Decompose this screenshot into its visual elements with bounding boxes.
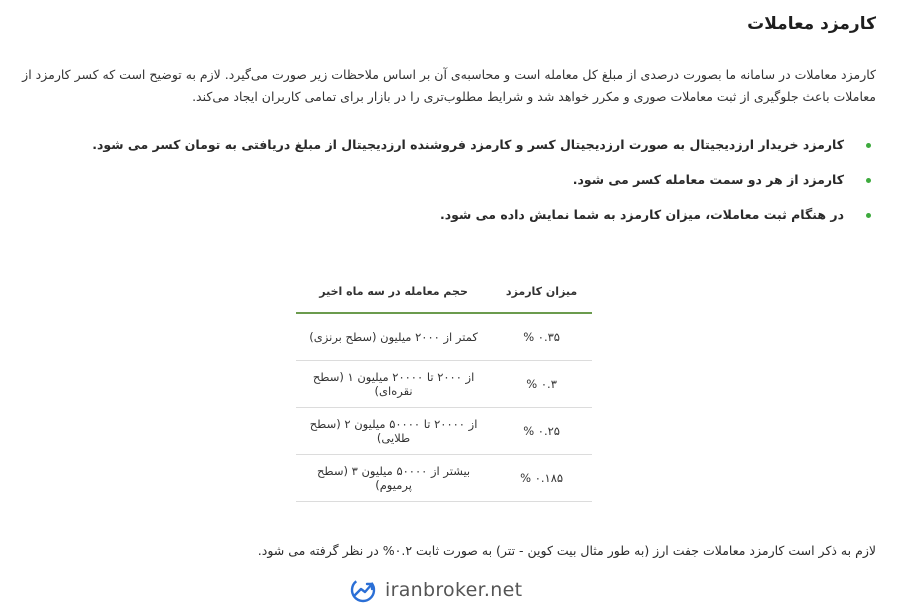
list-item: [20, 170, 876, 205]
table-row: [296, 455, 592, 502]
volume-cell: بیشتر از ۵۰۰۰۰ میلیون ۳ (سطح پرمیوم): [296, 455, 491, 502]
fee-rules-list: [20, 135, 876, 240]
table-row: [296, 361, 592, 408]
intro-paragraph: کارمزد معاملات در سامانه ما بصورت درصدی از مبلغ کل معامله است و محاسبه‌ی آن بر اساس ملاحظات زیر صورت می‌گیرد. لازم به توضیح است که کسر کارمزد از معاملات باعث جلوگیری از ثبت معاملات صوری و مکرر خواهد شد و شرایط مطلوب‌تری را در بازار برای تمامی کاربران ایجاد می‌کند.: [22, 67, 876, 104]
table-row: [296, 408, 592, 455]
fee-cell: ۰.۳ %: [491, 361, 592, 408]
fee-table: [296, 270, 592, 502]
footnote: لازم به ذکر است کارمزد معاملات جفت ارز (به طور مثال بیت کوین - تتر) به صورت ثابت ۰.۲% در نظر گرفته می شود.: [257, 543, 876, 558]
fee-cell: ۰.۳۵ %: [491, 313, 592, 361]
list-item-text: در هنگام ثبت معاملات، میزان کارمزد به شما نمایش داده می شود.: [439, 207, 844, 222]
volume-cell: از ۲۰۰۰ تا ۲۰۰۰۰ میلیون ۱ (سطح نقره‌ای): [296, 361, 491, 408]
list-item-text: کارمزد از هر دو سمت معامله کسر می شود.: [572, 172, 844, 187]
table-row: [296, 313, 592, 361]
list-item: [20, 205, 876, 240]
bullet-dot-icon: [866, 143, 871, 148]
table-header-row: [296, 270, 592, 313]
watermark-text: iranbroker.net: [385, 579, 523, 601]
watermark: [349, 576, 522, 604]
volume-cell: از ۲۰۰۰۰ تا ۵۰۰۰۰ میلیون ۲ (سطح طلایی): [296, 408, 491, 455]
bullet-dot-icon: [866, 178, 871, 183]
volume-cell: کمتر از ۲۰۰۰ میلیون (سطح برنزی): [296, 313, 491, 361]
list-item: [20, 135, 876, 170]
fee-cell: ۰.۱۸۵ %: [491, 455, 592, 502]
trend-chart-logo-icon: [349, 576, 377, 604]
column-header-volume: حجم معامله در سه ماه اخیر: [296, 270, 491, 313]
list-item-text: کارمزد خریدار ارزدیجیتال به صورت ارزدیجیتال کسر و کارمزد فروشنده ارزدیجیتال از مبلغ دریافتی به تومان کسر می شود.: [92, 137, 844, 152]
page-title: کارمزد معاملات: [747, 14, 876, 34]
fee-cell: ۰.۲۵ %: [491, 408, 592, 455]
column-header-fee: میزان کارمزد: [491, 270, 592, 313]
bullet-dot-icon: [866, 213, 871, 218]
